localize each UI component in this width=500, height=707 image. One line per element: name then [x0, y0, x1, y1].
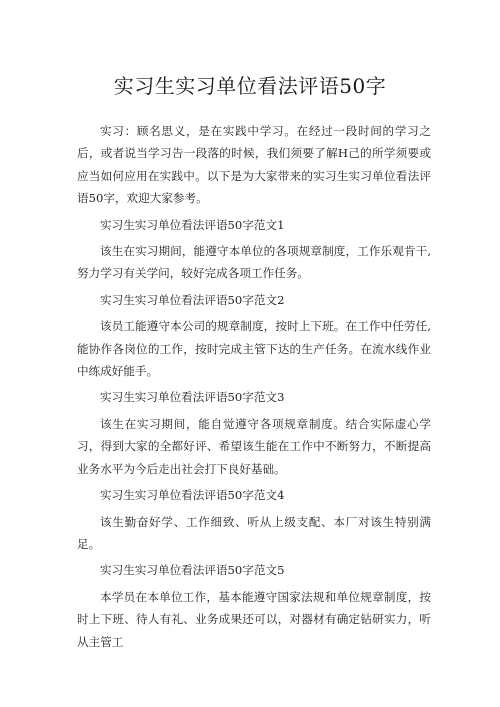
- section-paragraph: 该员工能遵守本公司的规章制度，按时上下班。在工作中任劳任,能协作各岗位的工作，按时完成主管下达的生产任务。在流水线作业中练成好能手。: [77, 319, 431, 379]
- section-paragraph: 该生在实习期间，能自觉遵守各项规章制度。结合实际虚心学习，得到大家的全都好评、希望该生能在工作中不断努力，不断提高业务水平为今后走出社会打下良好基础。: [77, 416, 431, 476]
- document-body: [77, 120, 431, 657]
- section-heading: 实习生实习单位看法评语50字范文2: [100, 292, 285, 307]
- section-paragraph: 该生勤奋好学、工作细致、听从上级支配、本厂对该生特别满足。: [77, 514, 431, 551]
- section-heading: 实习生实习单位看法评语50字范文3: [100, 390, 285, 405]
- section-paragraph: 本学员在本单位工作，基本能遵守国家法规和单位规章制度，按时上下班、待人有礼、业务成果还可以，对器材有确定钻研实力，听从主管工: [77, 589, 431, 649]
- section-paragraph: 该生在实习期间，能遵守本单位的各项规章制度，工作乐观肯干,努力学习有关学问，较好完成各项工作任务。: [77, 244, 431, 281]
- document-title: 实习生实习单位看法评语50字: [113, 74, 387, 98]
- intro-paragraph: 实习：顾名思义，是在实践中学习。在经过一段时间的学习之后，或者说当学习告一段落的时候，我们须要了解H己的所学须要或应当如何应用在实践中。以下是为大家带来的实习生实习单位看法评语50字，欢迎大家参考。: [77, 124, 431, 206]
- section-heading: 实习生实习单位看法评语50字范文1: [100, 217, 285, 232]
- section-heading: 实习生实习单位看法评语50字范文4: [100, 488, 285, 503]
- section-heading: 实习生实习单位看法评语50字范文5: [100, 563, 285, 578]
